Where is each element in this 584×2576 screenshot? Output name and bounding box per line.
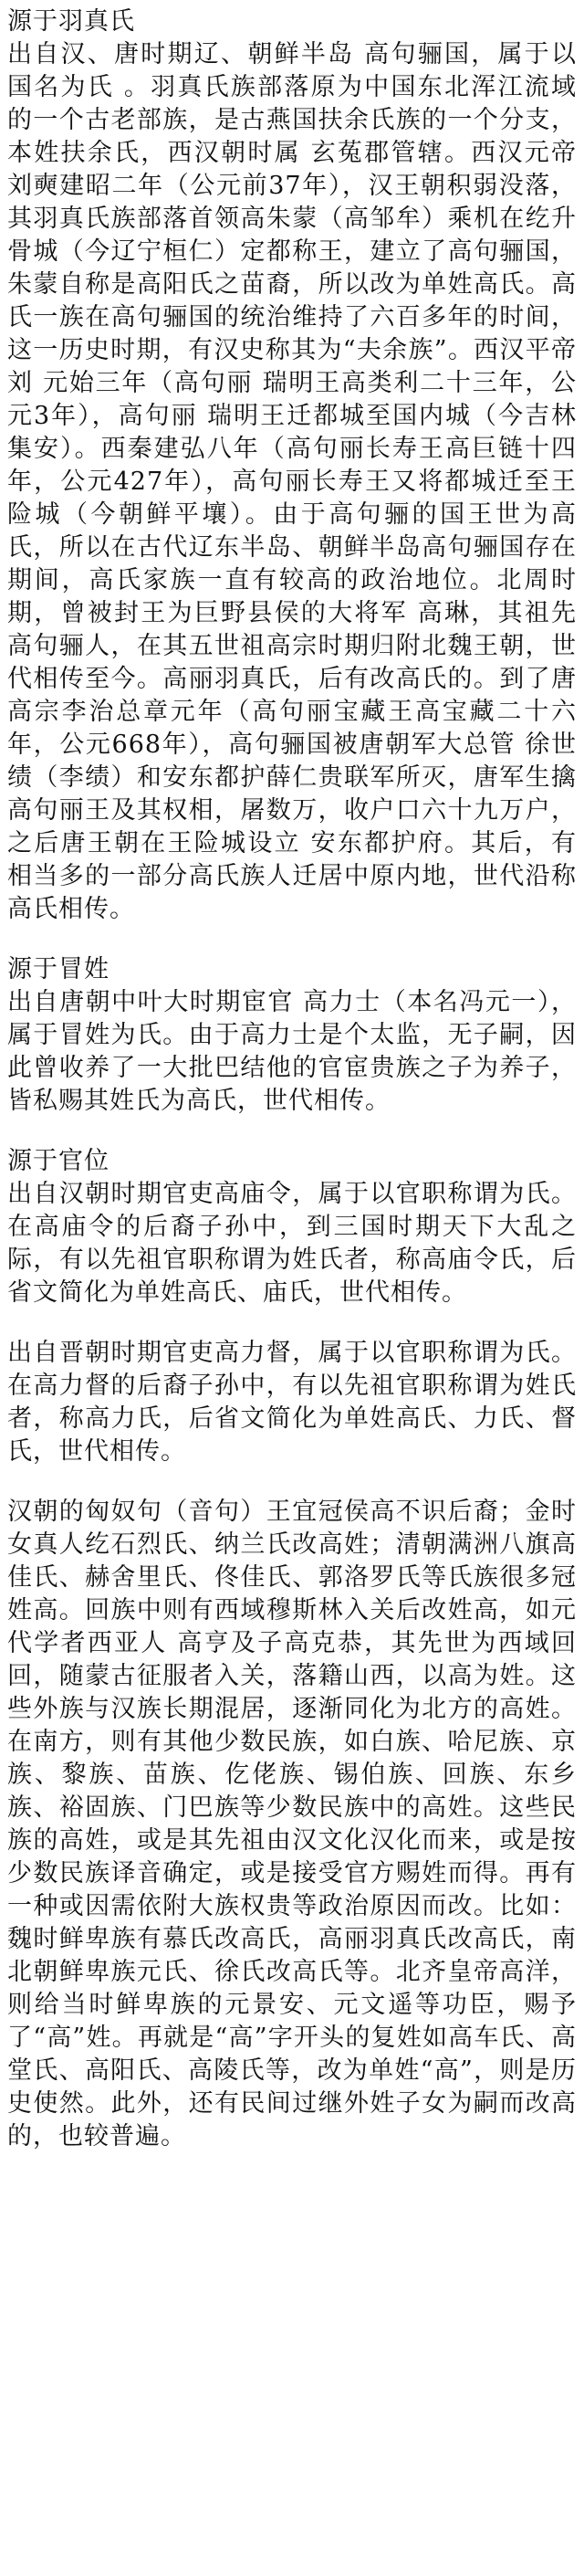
section-other-origins: [7, 1496, 577, 2153]
paragraph: 出自晋朝时期官吏高力督，属于以官职称谓为氏。在高力督的后裔子孙中，有以先祖官职称谓为姓氏者，称高力氏，后省文简化为单姓高氏、力氏、督氏，世代相传。: [7, 1339, 577, 1466]
section-yuzhen: [7, 5, 577, 926]
paragraph: 出自汉、唐时期辽、朝鲜半岛 高句骊国，属于以国名为氏 。羽真氏族部落原为中国东北浑江流域的一个古老部族，是古燕国扶余氏族的一个分支，本姓扶余氏，西汉朝时属 玄菟郡管辖。西汉元帝刘奭建昭二年（公元前37年），汉王朝积弱没落，其羽真氏族部落首领高朱蒙（高邹牟）乘机在纥升骨城（今辽宁桓仁）定都称王，建立了高句骊国，朱蒙自称是高阳氏之苗裔，所以改为单姓高氏。高氏一族在高句骊国的统治维持了六百多年的时间，这一历史时期，有汉史称其为“夫余族”。西汉平帝刘 元始三年（高句丽 瑞明王高类利二十三年，公元3年），高句丽 瑞明王迁都城至国内城（今吉林集安）。西秦建弘八年（高句丽长寿王高巨链十四年，公元427年），高句丽长寿王又将都城迁至王险城（今朝鲜平壤）。由于高句骊的国王世为高氏，所以在古代辽东半岛、朝鲜半岛高句骊国存在期间，高氏家族一直有较高的政治地位。北周时期，曾被封王为巨野县侯的大将军 高琳，其祖先高句骊人，在其五世祖高宗时期归附北魏王朝，世代相传至今。高丽羽真氏，后有改高氏的。到了唐高宗李治总章元年（高句丽宝藏王高宝藏二十六年，公元668年），高句骊国被唐朝军大总管 徐世绩（李绩）和安东都护薛仁贵联军所灭，唐军生擒高句丽王及其权相，屠数万，收户口六十九万户，之后唐王朝在王险城设立 安东都护府。其后，有相当多的一部分高氏族人迁居中原内地，世代沿称高氏相传。: [7, 40, 577, 923]
section-title: 源于官位: [7, 1147, 110, 1175]
section-guanwei-jin: [7, 1337, 577, 1468]
paragraph: 出自汉朝时期官吏高庙令，属于以官职称谓为氏。在高庙令的后裔子孙中，到三国时期天下大乱之际，有以先祖官职称谓为姓氏者，称高庙令氏，后省文简化为单姓高氏、庙氏，世代相传。: [7, 1180, 577, 1307]
section-title: 源于羽真氏: [7, 7, 135, 36]
paragraph: 汉朝的匈奴句（音句）王宜冠侯高不识后裔；金时女真人纥石烈氏、纳兰氏改高姓；清朝满洲八旗高佳氏、赫舍里氏、佟佳氏、郭洛罗氏等氏族很多冠姓高。回族中则有西域穆斯林入关后改姓高，如元代学者西亚人 高亨及子高克恭，其先世为西域回回，随蒙古征服者入关，落籍山西，以高为姓。这些外族与汉族长期混居，逐渐同化为北方的高姓。在南方，则有其他少数民族，如白族、哈尼族、京族、黎族、苗族、仡佬族、锡伯族、回族、东乡族、裕固族、门巴族等少数民族中的高姓。这些民族的高姓，或是其先祖由汉文化汉化而来，或是按少数民族译音确定，或是接受官方赐姓而得。再有一种或因需依附大族权贵等政治原因而改。比如：魏时鲜卑族有慕氏改高氏，高丽羽真氏改高氏，南北朝鲜卑族元氏、徐氏改高氏等。北齐皇帝高洋，则给当时鲜卑族的元景安、元文遥等功臣，赐予了“高”姓。再就是“高”字开头的复姓如高车氏、高堂氏、高阳氏、高陵氏等，改为单姓“高”，则是历史使然。此外，还有民间过继外姓子女为嗣而改高的，也较普遍。: [7, 1498, 577, 2150]
paragraph: 出自唐朝中叶大时期宦官 高力士（本名冯元一），属于冒姓为氏。由于高力士是个太监，无子嗣，因此曾收养了一大批巴结他的官宦贵族之子为养子，皆私赐其姓氏为高氏，世代相传。: [7, 988, 577, 1115]
section-guanwei: [7, 1145, 577, 1309]
section-maoxing: [7, 953, 577, 1118]
section-title: 源于冒姓: [7, 955, 110, 983]
